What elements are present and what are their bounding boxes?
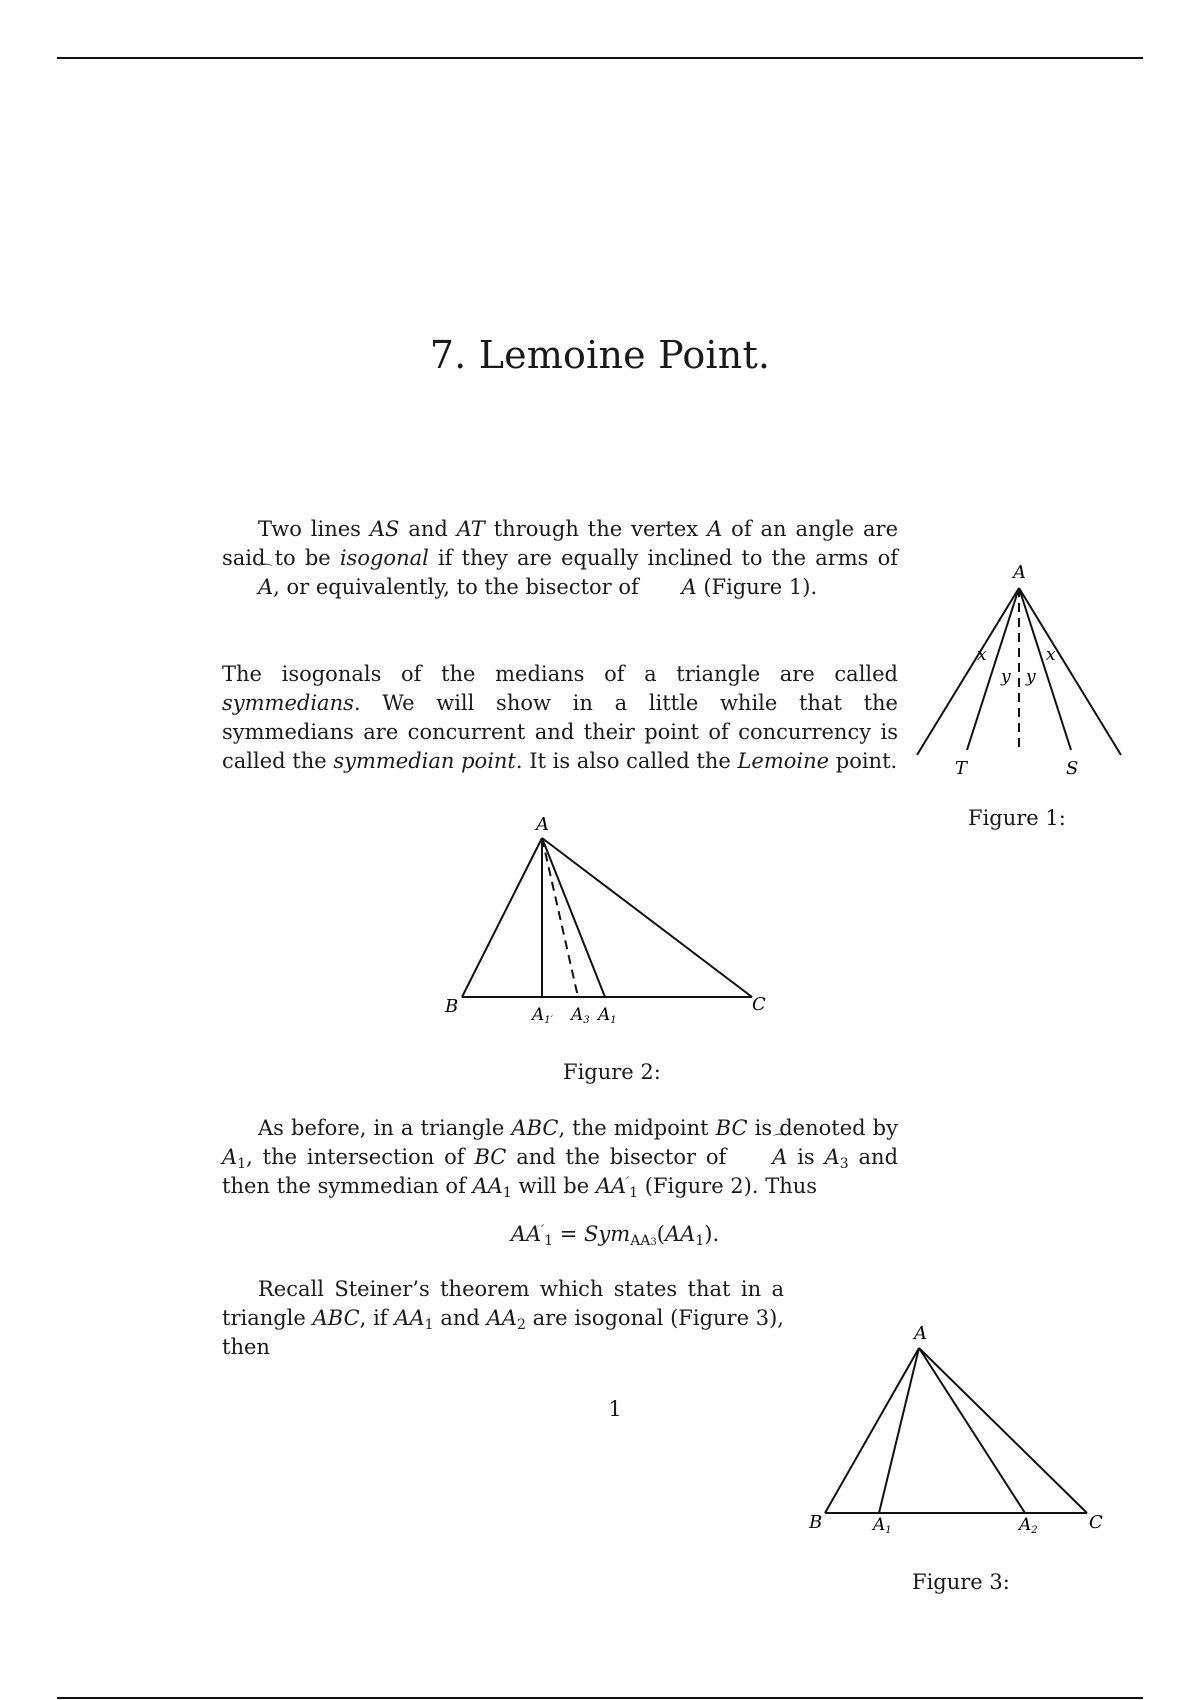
term-symmedians: symmedians [222,691,354,715]
fig1-label-y-right: y [1026,667,1036,687]
text-run: . We will show in a little while that the symmedians are concurrent and their point of concurrency is called the [222,691,898,773]
math-A-hat: ⌒ A [222,573,273,602]
fig2-side-AB [462,838,542,997]
figure-3-diagram [805,1320,1125,1540]
text-run: of an angle are said to be [222,517,899,570]
math-BC: BC [474,1145,507,1169]
math-BC: BC [715,1116,748,1140]
display-equation: $AA'_1 = Sym_{AA3}(AA_1)$. [510,1222,720,1249]
fig3-label-A1: A1 [873,1515,892,1536]
fig2-label-B: B [445,996,459,1017]
figure-3-caption: Figure 3: [912,1570,1010,1594]
text-run: are isogonal (Figure 3), then [222,1306,784,1359]
paragraph-symmedian-definition [222,1114,898,1201]
paragraph-isogonal-definition [222,515,898,602]
text-run: , the midpoint [558,1116,716,1140]
text-run: (Figure 2). Thus [638,1174,818,1198]
math-ABC: ABC [511,1116,559,1140]
math-AA2: $AA_2$ [486,1306,526,1333]
math-A1: $A_1$ [222,1145,247,1172]
text-run: Two lines [258,517,370,541]
text-run: point. [829,749,898,773]
fig1-line-AT [967,588,1019,750]
math-AT: AT [456,517,485,541]
fig3-label-A: A [914,1323,927,1344]
fig1-label-y-left: y [1001,667,1011,687]
page-number: 1 [608,1397,622,1421]
fig1-label-S: S [1066,758,1079,779]
fig2-label-C: C [752,994,766,1015]
fig3-side-AB [825,1348,919,1513]
page-title: 7. Lemoine Point. [429,333,771,377]
math-AS: AS [369,517,400,541]
math-A: A [707,517,723,541]
fig2-label-A3: A3 [571,1005,590,1026]
fig2-label-A: A [536,814,549,835]
text-run: Recall Steiner’s theorem which states that in a triangle [222,1277,784,1330]
bottom-rule [57,1697,1143,1699]
math-A-hat: ⌒ A [736,1143,787,1172]
fig3-line-AA2 [919,1348,1025,1513]
math-A-hat: ⌒ A [645,573,696,602]
term-lemoine: Lemoine [737,749,830,773]
text-run: and the bisector of [506,1145,737,1169]
text-run: is [787,1145,825,1169]
figure-2-diagram [440,812,780,1032]
fig1-label-x-right: x [1046,645,1056,665]
math-A3: $A_3$ [824,1145,849,1172]
text-run: , or equivalently, to the bisector of [273,575,646,599]
math-AA1: $AA_1$ [394,1306,434,1333]
math-AA1-prime: $AA'_1$ [595,1174,639,1201]
text-run: , if [359,1306,395,1330]
text-run: through the vertex [484,517,708,541]
fig3-label-A2: A2 [1019,1515,1038,1536]
term-symmedian-point: symmedian point [333,749,516,773]
text-run: will be [511,1174,596,1198]
text-run: and then the symmedian of [222,1145,899,1198]
text-run: is denoted by [747,1116,898,1140]
figure-2-caption: Figure 2: [563,1060,661,1084]
math-AA1: $AA_1$ [472,1174,512,1201]
paragraph-steiner-theorem [222,1275,784,1362]
fig2-label-A1: A1 [598,1005,617,1026]
text-run: The isogonals of the medians of a triangle are called [222,662,898,686]
fig1-label-x-left: x [977,645,987,665]
fig3-label-B: B [809,1512,823,1533]
text-run: if they are equally inclined to the arms of [428,546,898,570]
term-isogonal: isogonal [339,546,429,570]
fig1-label-A: A [1013,562,1026,583]
fig3-label-C: C [1089,1512,1103,1533]
fig3-side-AC [919,1348,1087,1513]
text-run: and [433,1306,487,1330]
math-ABC: ABC [312,1306,360,1330]
fig1-label-T: T [955,758,968,779]
paragraph-symmedians [222,660,898,776]
figure-1-diagram [905,560,1135,780]
figure-1-caption: Figure 1: [968,806,1066,830]
text-run: and [399,517,457,541]
fig2-label-A1prime: A1′ [532,1005,553,1026]
fig3-line-AA1 [879,1348,919,1513]
top-rule [57,57,1143,59]
text-run: (Figure 1). [696,575,818,599]
text-run: , the intersection of [246,1145,475,1169]
text-run: . It is also called the [515,749,738,773]
text-run: As before, in a triangle [258,1116,512,1140]
